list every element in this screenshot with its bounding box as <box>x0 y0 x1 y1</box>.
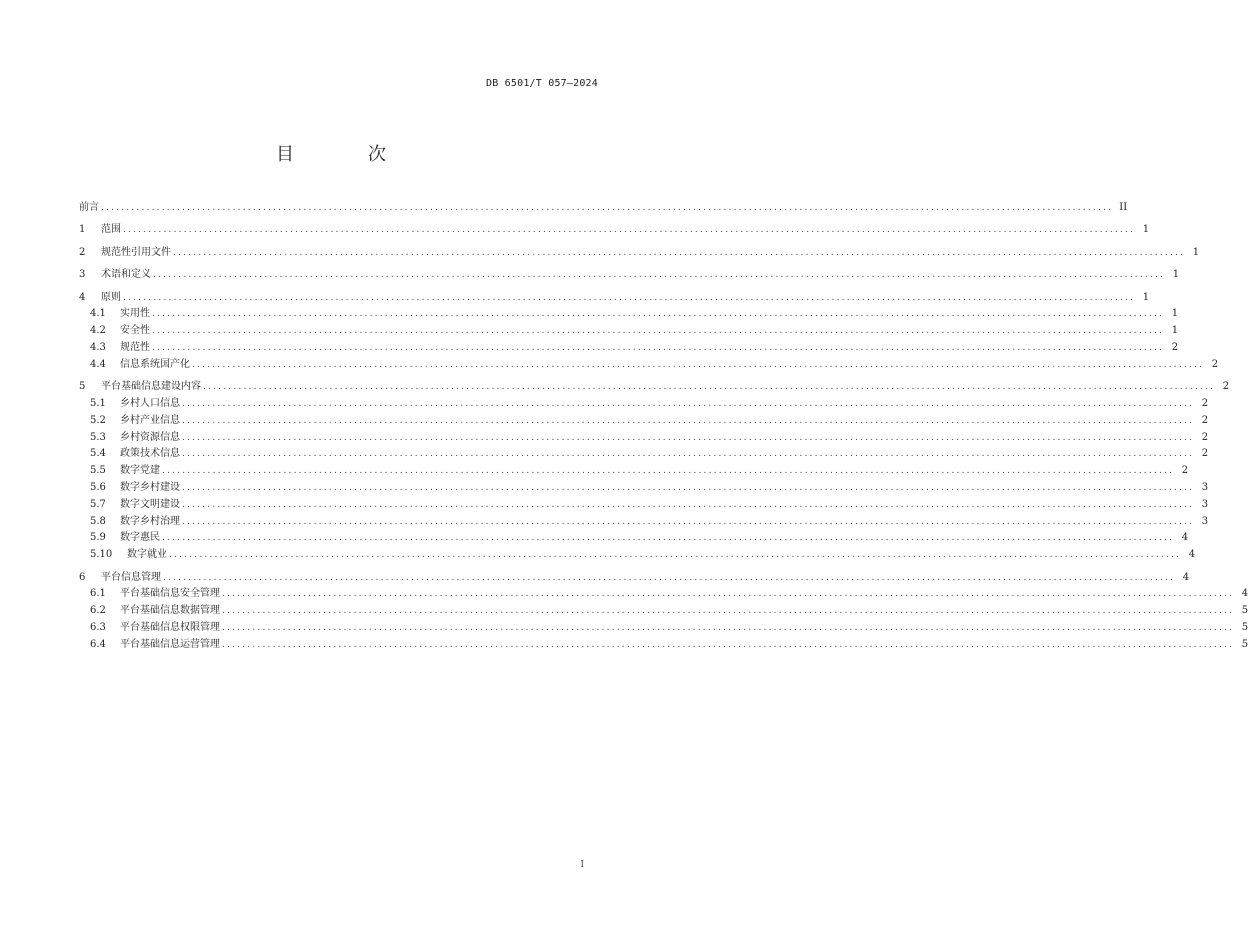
toc-entry[interactable] <box>79 603 1248 620</box>
toc-entry-number: 5.6 <box>90 481 106 493</box>
toc-entry-page: 2 <box>1201 431 1209 443</box>
toc-entry-page: 5 <box>1241 638 1248 650</box>
toc-entry-number: 6.1 <box>90 588 106 600</box>
toc-entry-number: 1 <box>79 224 86 236</box>
document-code: DB 6501/T 057—2024 <box>486 78 598 89</box>
toc-entry-number: 4.3 <box>90 341 106 353</box>
toc-entry[interactable] <box>79 290 1150 307</box>
toc-entry[interactable] <box>79 586 1248 603</box>
toc-entry-page: 3 <box>1201 515 1209 527</box>
toc-entry-number: 2 <box>79 246 86 258</box>
toc-dot-leader: ........................................................................................................................................................................................................ <box>222 606 1235 617</box>
toc-entry-page: 1 <box>1172 269 1180 281</box>
toc-entry-number: 4 <box>79 291 86 303</box>
toc-dot-leader: ........................................................................................................................................................................................................ <box>182 398 1195 409</box>
toc-dot-leader: ........................................................................................................................................................................................................ <box>222 639 1235 650</box>
toc-dot-leader: ........................................................................................................................................................................................................ <box>163 572 1176 583</box>
toc-entry-number: 5.3 <box>90 431 106 443</box>
table-of-contents <box>79 200 1248 653</box>
toc-entry[interactable] <box>79 323 1179 340</box>
toc-entry-number: 4.1 <box>90 308 106 320</box>
toc-entry-page: 2 <box>1222 381 1230 393</box>
toc-entry-number: 6.2 <box>90 605 106 617</box>
toc-dot-leader: ........................................................................................................................................................................................................ <box>182 516 1195 527</box>
toc-entry-page: 1 <box>1142 224 1150 236</box>
toc-entry-number: 5.5 <box>90 465 106 477</box>
toc-entry-page: 4 <box>1241 588 1248 600</box>
toc-entry-page: 4 <box>1182 571 1190 583</box>
toc-entry-page: 3 <box>1201 481 1209 493</box>
toc-entry-number: 4.4 <box>90 358 106 370</box>
toc-entry-label: 原则 <box>101 291 121 303</box>
toc-dot-leader: ........................................................................................................................................................................................................ <box>152 309 1165 320</box>
toc-entry-page: 2 <box>1181 465 1189 477</box>
toc-entry-label: 实用性 <box>120 308 150 320</box>
toc-entry-page: 5 <box>1241 621 1248 633</box>
toc-entry-number: 5.8 <box>90 515 106 527</box>
toc-entry-page: 4 <box>1181 532 1189 544</box>
toc-entry-page: 2 <box>1201 414 1209 426</box>
toc-entry[interactable] <box>79 396 1209 413</box>
toc-entry-label: 平台基础信息权限管理 <box>120 621 220 633</box>
toc-entry-number: 6 <box>79 571 86 583</box>
toc-entry[interactable] <box>79 570 1190 587</box>
toc-entry[interactable] <box>79 200 1128 217</box>
toc-entry-page: 1 <box>1192 246 1200 258</box>
toc-entry[interactable] <box>79 620 1248 637</box>
toc-entry-page: 1 <box>1171 325 1179 337</box>
toc-dot-leader: ........................................................................................................................................................................................................ <box>152 326 1165 337</box>
toc-entry-label: 数字文明建设 <box>120 498 180 510</box>
toc-entry-page: 4 <box>1188 549 1196 561</box>
toc-entry-number: 5 <box>79 381 86 393</box>
toc-entry-label: 数字惠民 <box>120 532 160 544</box>
toc-entry-label: 数字就业 <box>127 549 167 561</box>
toc-dot-leader: ........................................................................................................................................................................................................ <box>153 270 1166 281</box>
toc-entry-page: 1 <box>1142 291 1150 303</box>
toc-entry-label: 平台基础信息安全管理 <box>120 588 220 600</box>
toc-entry-label: 乡村资源信息 <box>120 431 180 443</box>
toc-dot-leader: ........................................................................................................................................................................................................ <box>101 203 1114 213</box>
toc-entry-page: 5 <box>1241 605 1248 617</box>
toc-dot-leader: ........................................................................................................................................................................................................ <box>162 466 1175 477</box>
toc-dot-leader: ........................................................................................................................................................................................................ <box>123 225 1136 236</box>
toc-entry-label: 范围 <box>101 224 121 236</box>
toc-entry[interactable] <box>79 514 1209 531</box>
toc-entry-page: 2 <box>1171 341 1179 353</box>
toc-entry[interactable] <box>79 430 1209 447</box>
toc-entry-page: 2 <box>1201 448 1209 460</box>
toc-entry-page: 2 <box>1201 397 1209 409</box>
toc-entry-page: 2 <box>1211 358 1219 370</box>
toc-dot-leader: ........................................................................................................................................................................................................ <box>182 482 1195 493</box>
page-number: I <box>580 860 584 870</box>
toc-entry[interactable] <box>79 497 1209 514</box>
toc-entry-label: 政策技术信息 <box>120 448 180 460</box>
toc-entry-number: 5.2 <box>90 414 106 426</box>
toc-entry[interactable] <box>79 379 1230 396</box>
toc-entry-label: 数字乡村建设 <box>120 481 180 493</box>
toc-dot-leader: ........................................................................................................................................................................................................ <box>182 415 1195 426</box>
toc-dot-leader: ........................................................................................................................................................................................................ <box>182 449 1195 460</box>
toc-entry[interactable] <box>79 306 1179 323</box>
toc-dot-leader: ........................................................................................................................................................................................................ <box>152 342 1165 353</box>
toc-entry-page: II <box>1119 202 1128 213</box>
toc-entry-number: 3 <box>79 269 86 281</box>
toc-entry[interactable] <box>79 463 1189 480</box>
toc-entry-label: 数字乡村治理 <box>120 515 180 527</box>
toc-entry-label: 平台信息管理 <box>101 571 161 583</box>
toc-entry[interactable] <box>79 357 1219 374</box>
toc-entry-label: 安全性 <box>120 325 150 337</box>
toc-dot-leader: ........................................................................................................................................................................................................ <box>182 432 1195 443</box>
toc-dot-leader: ........................................................................................................................................................................................................ <box>192 359 1205 370</box>
toc-entry-label: 乡村人口信息 <box>120 397 180 409</box>
toc-dot-leader: ........................................................................................................................................................................................................ <box>182 499 1195 510</box>
toc-dot-leader: ........................................................................................................................................................................................................ <box>162 533 1175 544</box>
toc-entry[interactable] <box>79 267 1180 284</box>
toc-entry-label: 数字党建 <box>120 465 160 477</box>
toc-entry-number: 5.9 <box>90 532 106 544</box>
toc-entry[interactable] <box>79 413 1209 430</box>
toc-entry[interactable] <box>79 530 1189 547</box>
toc-entry[interactable] <box>79 480 1209 497</box>
toc-entry-number: 6.4 <box>90 638 106 650</box>
toc-dot-leader: ........................................................................................................................................................................................................ <box>222 622 1235 633</box>
toc-entry[interactable] <box>79 222 1150 239</box>
toc-entry-label: 平台基础信息建设内容 <box>101 381 201 393</box>
toc-entry-number: 5.4 <box>90 448 106 460</box>
toc-dot-leader: ........................................................................................................................................................................................................ <box>173 247 1186 258</box>
toc-entry-page: 3 <box>1201 498 1209 510</box>
toc-entry-number: 4.2 <box>90 325 106 337</box>
toc-entry[interactable] <box>79 547 1196 564</box>
toc-entry[interactable] <box>79 446 1209 463</box>
toc-entry-number: 5.7 <box>90 498 106 510</box>
toc-entry-label: 乡村产业信息 <box>120 414 180 426</box>
toc-entry-number: 5.1 <box>90 397 106 409</box>
toc-entry-label: 规范性引用文件 <box>101 246 171 258</box>
toc-dot-leader: ........................................................................................................................................................................................................ <box>169 550 1182 561</box>
toc-dot-leader: ........................................................................................................................................................................................................ <box>222 589 1235 600</box>
toc-entry[interactable] <box>79 637 1248 654</box>
toc-entry[interactable] <box>79 245 1200 262</box>
toc-entry[interactable] <box>79 340 1179 357</box>
toc-dot-leader: ........................................................................................................................................................................................................ <box>123 292 1136 303</box>
page-title: 目 次 <box>276 144 414 165</box>
toc-entry-label: 信息系统国产化 <box>120 358 190 370</box>
toc-entry-label: 平台基础信息数据管理 <box>120 605 220 617</box>
toc-entry-number: 6.3 <box>90 621 106 633</box>
toc-dot-leader: ........................................................................................................................................................................................................ <box>203 382 1216 393</box>
toc-entry-label: 平台基础信息运营管理 <box>120 638 220 650</box>
toc-entry-page: 1 <box>1171 308 1179 320</box>
toc-entry-label: 规范性 <box>120 341 150 353</box>
toc-entry-label: 前言 <box>79 202 99 213</box>
toc-entry-label: 术语和定义 <box>101 269 151 281</box>
toc-entry-number: 5.10 <box>90 549 113 561</box>
